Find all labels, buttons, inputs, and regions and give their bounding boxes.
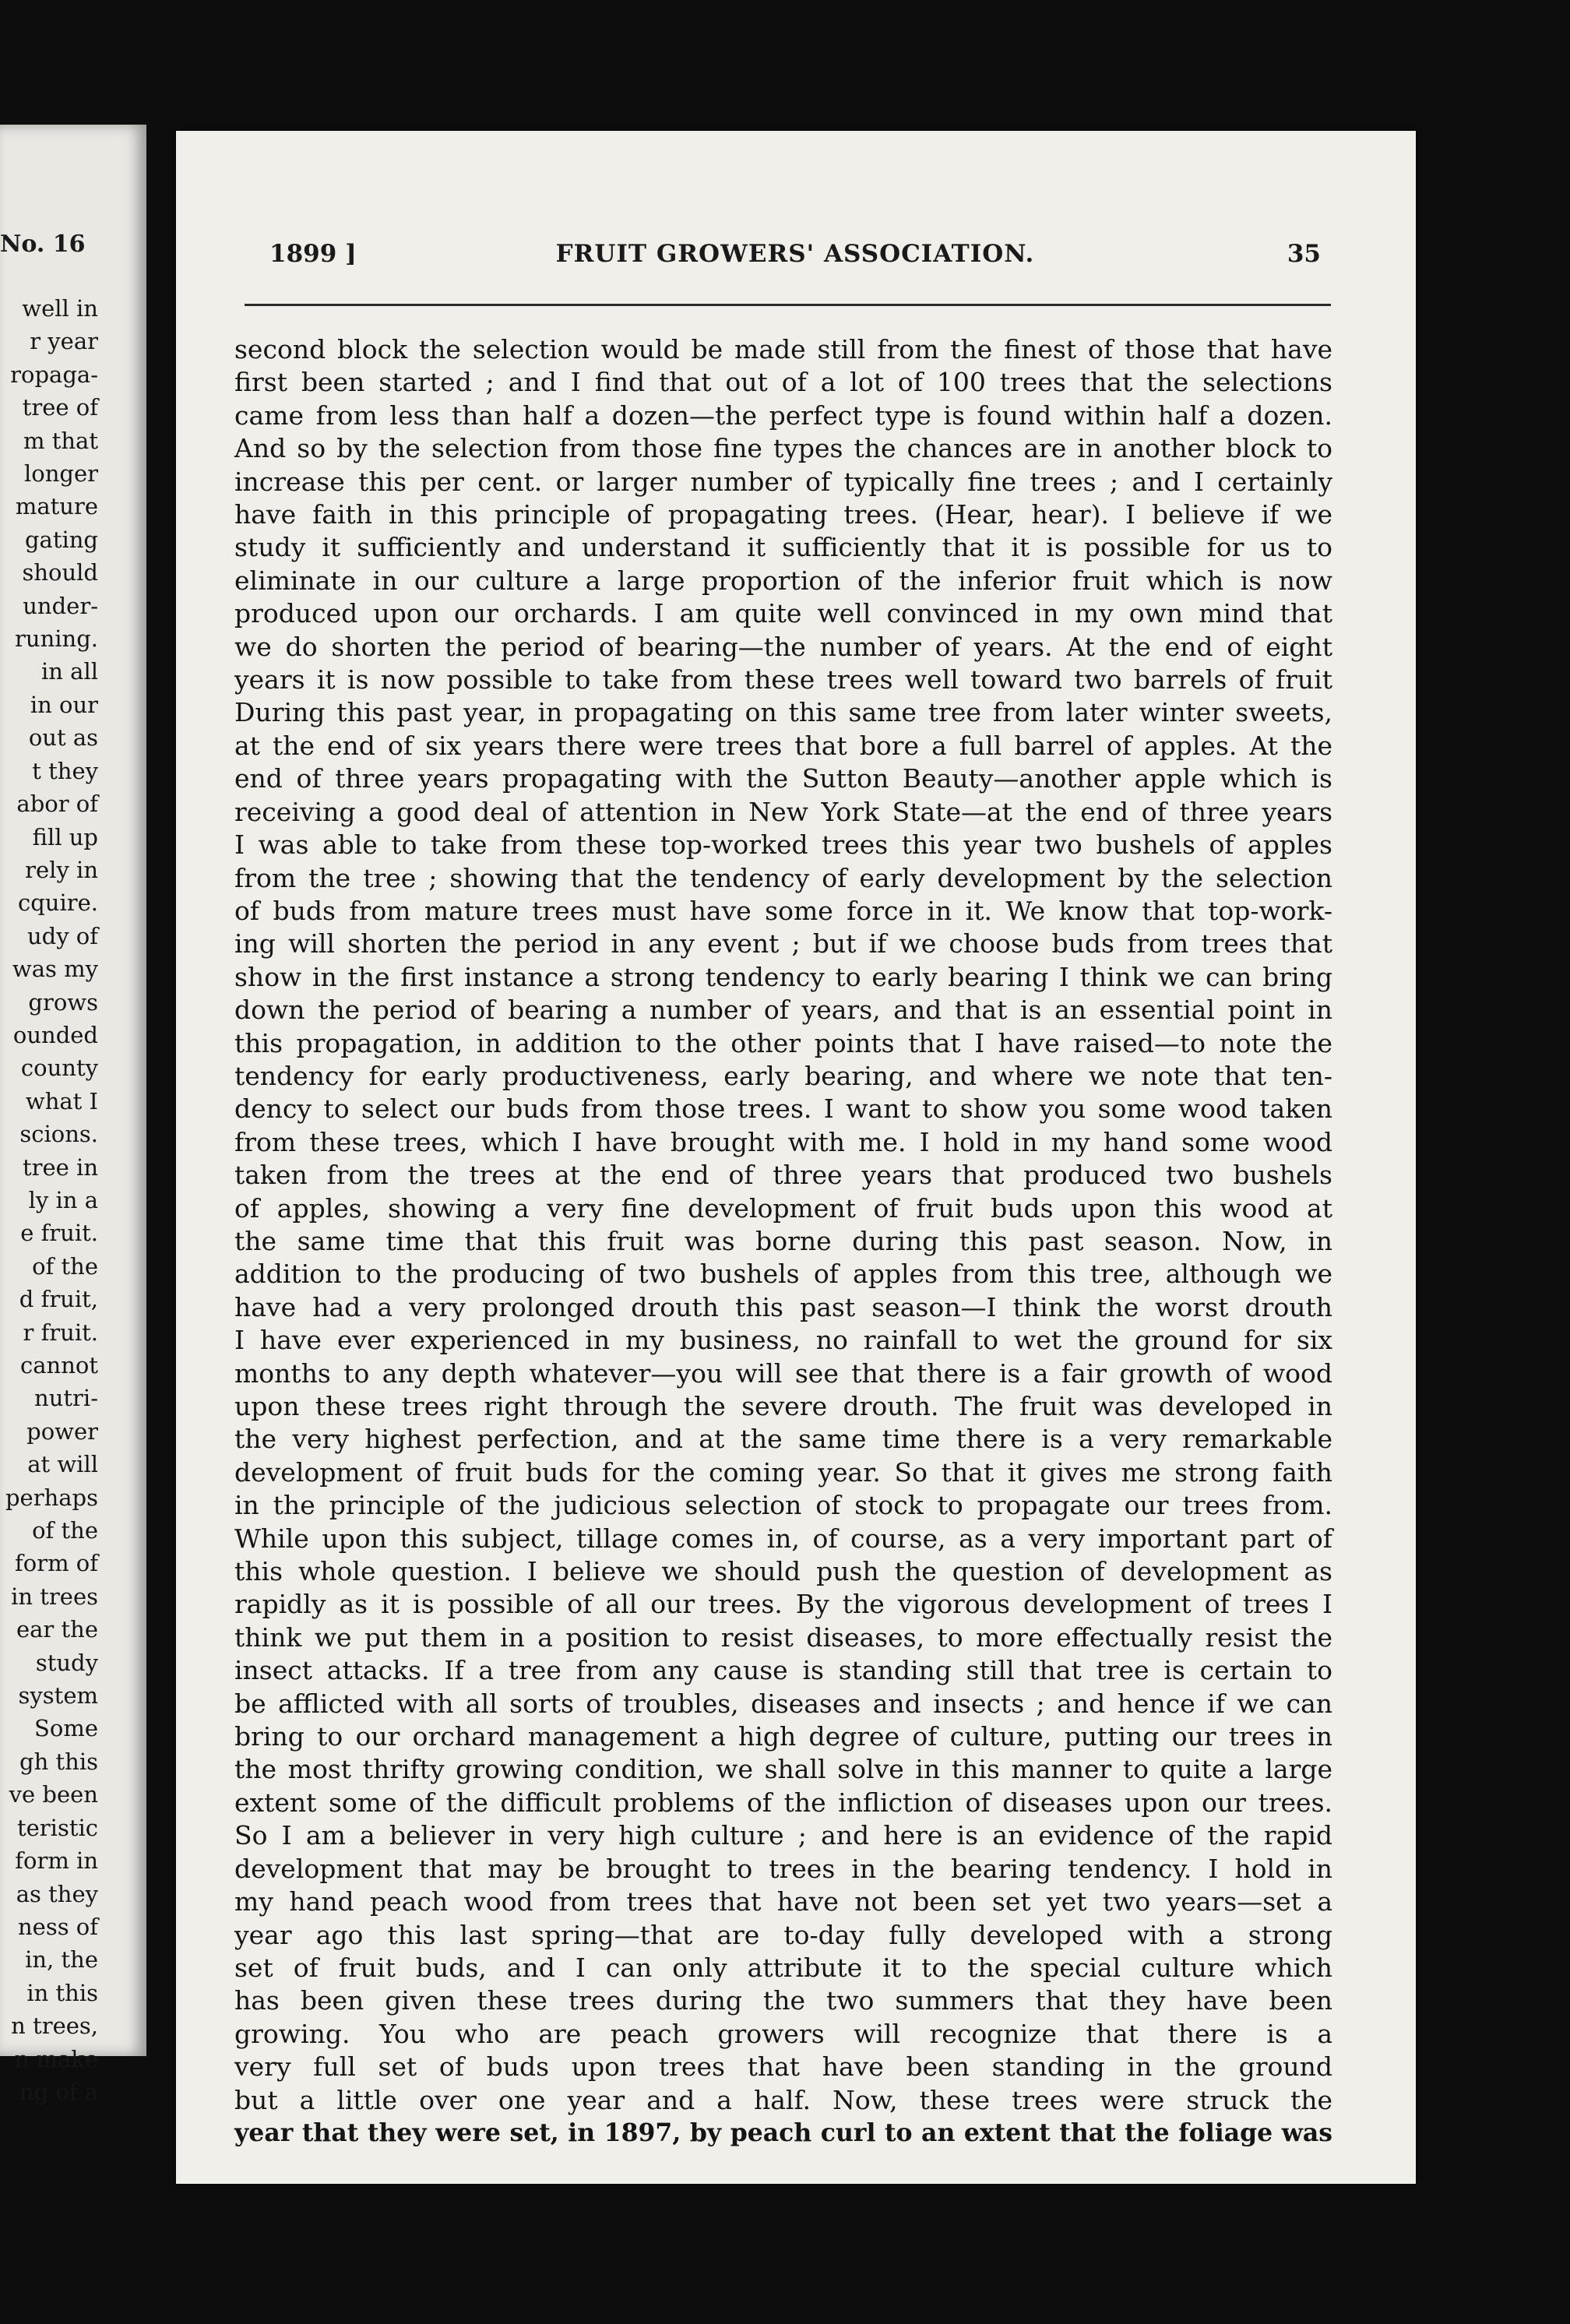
text-line: While upon this subject, tillage comes in, of course, as a very important part of bbox=[234, 1523, 1332, 1554]
text-line: this whole question. I believe we should push the question of development as bbox=[234, 1556, 1332, 1587]
text-line: we do shorten the period of bearing—the number of years. At the end of eight bbox=[234, 631, 1332, 662]
text-fragment: form of bbox=[15, 1550, 98, 1577]
text-fragment: rely in bbox=[25, 856, 98, 883]
text-fragment: scions. bbox=[19, 1121, 98, 1148]
text-line: receiving a good deal of attention in New York State—at the end of three years bbox=[234, 796, 1332, 827]
text-fragment: n trees, bbox=[11, 2012, 98, 2040]
text-line: has been given these trees during the two summers that they have been bbox=[234, 1985, 1332, 2016]
text-fragment: in, the bbox=[25, 1946, 98, 1974]
text-fragment: tree of bbox=[22, 394, 98, 421]
text-fragment: d fruit, bbox=[19, 1286, 98, 1313]
text-fragment: fill up bbox=[32, 823, 98, 850]
text-line: second block the selection would be made still from the finest of those that have bbox=[234, 334, 1332, 364]
text-fragment: cannot bbox=[20, 1352, 98, 1379]
text-line: of buds from mature trees must have some force in it. We know that top-work- bbox=[234, 895, 1332, 926]
text-fragment: power bbox=[26, 1417, 98, 1445]
text-fragment: ly in a bbox=[28, 1186, 98, 1213]
text-fragment: cquire. bbox=[17, 889, 98, 917]
text-fragment: abor of bbox=[16, 791, 98, 818]
book-page bbox=[176, 131, 1416, 2184]
text-fragment: n make bbox=[14, 2045, 98, 2072]
text-line: my hand peach wood from trees that have not been set yet two years—set a bbox=[234, 1886, 1332, 1917]
header-rule bbox=[245, 304, 1331, 306]
text-line: down the period of bearing a number of years, and that is an essential point in bbox=[234, 995, 1332, 1026]
text-fragment: in trees bbox=[11, 1583, 98, 1610]
text-line: study it sufficiently and understand it sufficiently that it is possible for us to bbox=[234, 532, 1332, 563]
text-line: in the principle of the judicious selection of stock to propagate our trees from. bbox=[234, 1490, 1332, 1521]
text-line: I have ever experienced in my business, no rainfall to wet the ground for six bbox=[234, 1325, 1332, 1356]
text-line: And so by the selection from those fine types the chances are in another block to bbox=[234, 433, 1332, 464]
text-line: So I am a believer in very high culture ; and here is an evidence of the rapid bbox=[234, 1820, 1332, 1851]
text-fragment: gating bbox=[24, 526, 98, 553]
text-fragment: system bbox=[18, 1682, 98, 1710]
previous-page-number: No. 16 bbox=[0, 231, 86, 258]
running-header bbox=[269, 240, 1321, 279]
text-fragment: under- bbox=[23, 592, 98, 619]
text-fragment: ve been bbox=[9, 1781, 98, 1808]
text-line: year ago this last spring—that are to-day fully developed with a strong bbox=[234, 1919, 1332, 1950]
text-line: set of fruit buds, and I can only attribute it to the special culture which bbox=[234, 1952, 1332, 1983]
text-line: rapidly as it is possible of all our trees. By the vigorous development of trees I bbox=[234, 1589, 1332, 1620]
text-line: taken from the trees at the end of three years that produced two bushels bbox=[234, 1160, 1332, 1191]
text-fragment: what I bbox=[25, 1087, 98, 1114]
text-line: bring to our orchard management a high degree of culture, putting our trees in bbox=[234, 1721, 1332, 1752]
text-line: development of fruit buds for the coming year. So that it gives me strong faith bbox=[234, 1456, 1332, 1488]
text-line: months to any depth whatever—you will see that there is a fair growth of wood bbox=[234, 1357, 1332, 1389]
text-fragment: e fruit. bbox=[20, 1220, 98, 1247]
text-fragment: grows bbox=[28, 988, 98, 1016]
text-line: from these trees, which I have brought with me. I hold in my hand some wood bbox=[234, 1126, 1332, 1157]
text-fragment: ropaga- bbox=[10, 361, 98, 388]
text-line: end of three years propagating with the Sutton Beauty—another apple which is bbox=[234, 763, 1332, 794]
text-fragment: as they bbox=[16, 1880, 98, 1907]
text-fragment: of the bbox=[32, 1252, 98, 1280]
text-fragment: udy of bbox=[26, 922, 98, 949]
text-line: dency to select our buds from those trees. I want to show you some wood taken bbox=[234, 1093, 1332, 1125]
text-line: produced upon our orchards. I am quite well convinced in my own mind that bbox=[234, 598, 1332, 629]
text-line: of apples, showing a very fine development of fruit buds upon this wood at bbox=[234, 1192, 1332, 1224]
text-line: extent some of the difficult problems of the infliction of diseases upon our trees. bbox=[234, 1787, 1332, 1818]
text-line: the most thrifty growing condition, we shall solve in this manner to quite a large bbox=[234, 1754, 1332, 1785]
text-line: year that they were set, in 1897, by peach curl to an extent that the foliage was bbox=[234, 2118, 1332, 2147]
text-line: have had a very prolonged drouth this past season—I think the worst drouth bbox=[234, 1291, 1332, 1322]
text-line: the very highest perfection, and at the same time there is a very remarkable bbox=[234, 1424, 1332, 1455]
text-fragment: of the bbox=[32, 1517, 98, 1544]
previous-page-text bbox=[5, 292, 98, 2108]
text-fragment: nutri- bbox=[34, 1385, 98, 1412]
header-year: 1899 ] bbox=[269, 240, 357, 268]
text-fragment: at will bbox=[27, 1451, 98, 1478]
text-line: During this past year, in propagating on this same tree from later winter sweets, bbox=[234, 697, 1332, 728]
text-fragment: ounded bbox=[12, 1021, 98, 1048]
text-line: from the tree ; showing that the tendency of early development by the selection bbox=[234, 862, 1332, 893]
text-line: at the end of six years there were trees that bore a full barrel of apples. At the bbox=[234, 730, 1332, 761]
text-line: but a little over one year and a half. Now, these trees were struck the bbox=[234, 2084, 1332, 2115]
text-fragment: perhaps bbox=[5, 1484, 98, 1511]
text-fragment: in our bbox=[30, 691, 98, 718]
text-fragment: ng of a bbox=[19, 2078, 98, 2105]
text-fragment: r fruit. bbox=[23, 1319, 98, 1346]
text-fragment: in all bbox=[40, 658, 98, 685]
text-line: be afflicted with all sorts of troubles, diseases and insects ; and hence if we can bbox=[234, 1688, 1332, 1719]
page-number: 35 bbox=[1287, 240, 1321, 268]
text-line: tendency for early productiveness, early bearing, and where we note that ten- bbox=[234, 1060, 1332, 1091]
text-fragment: ear the bbox=[16, 1616, 98, 1643]
text-line: ing will shorten the period in any event ; but if we choose buds from trees that bbox=[234, 928, 1332, 960]
text-line: first been started ; and I find that out of a lot of 100 trees that the selections bbox=[234, 367, 1332, 398]
text-line: very full set of buds upon trees that have been standing in the ground bbox=[234, 2051, 1332, 2083]
text-line: think we put them in a position to resist diseases, to more effectually resist the bbox=[234, 1622, 1332, 1653]
text-fragment: should bbox=[22, 559, 98, 586]
text-fragment: out as bbox=[28, 724, 98, 752]
text-fragment: r year bbox=[30, 328, 98, 355]
text-fragment: in this bbox=[26, 1979, 98, 2006]
header-title: FRUIT GROWERS' ASSOCIATION. bbox=[555, 240, 1035, 268]
text-fragment: teristic bbox=[16, 1814, 98, 1841]
text-fragment: was my bbox=[12, 956, 98, 983]
text-line: this propagation, in addition to the other points that I have raised—to note the bbox=[234, 1027, 1332, 1058]
body-text bbox=[234, 333, 1332, 2150]
text-fragment: well in bbox=[22, 295, 98, 322]
text-fragment: study bbox=[35, 1649, 98, 1676]
text-line: development that may be brought to trees in the bearing tendency. I hold in bbox=[234, 1853, 1332, 1884]
text-line: insect attacks. If a tree from any cause is standing still that tree is certain to bbox=[234, 1655, 1332, 1686]
text-line: came from less than half a dozen—the perfect type is found within half a dozen. bbox=[234, 400, 1332, 431]
text-line: the same time that this fruit was borne during this past season. Now, in bbox=[234, 1225, 1332, 1256]
text-fragment: tree in bbox=[22, 1153, 98, 1181]
text-fragment: ness of bbox=[17, 1913, 98, 1940]
text-line: growing. You who are peach growers will recognize that there is a bbox=[234, 2018, 1332, 2049]
text-line: eliminate in our culture a large proportion of the inferior fruit which is now bbox=[234, 565, 1332, 596]
text-fragment: t they bbox=[32, 757, 98, 784]
text-fragment: gh this bbox=[19, 1748, 98, 1775]
text-fragment: county bbox=[20, 1055, 98, 1082]
text-line: addition to the producing of two bushels of apples from this tree, although we bbox=[234, 1259, 1332, 1290]
text-fragment: mature bbox=[15, 493, 98, 520]
text-line: I was able to take from these top-worked trees this year two bushels of apples bbox=[234, 829, 1332, 861]
text-line: have faith in this principle of propagating trees. (Hear, hear). I believe if we bbox=[234, 499, 1332, 530]
text-fragment: runing. bbox=[15, 625, 98, 653]
text-fragment: longer bbox=[23, 460, 98, 488]
text-fragment: m that bbox=[23, 427, 98, 454]
text-line: upon these trees right through the severe drouth. The fruit was developed in bbox=[234, 1391, 1332, 1421]
text-fragment: Some bbox=[34, 1715, 98, 1742]
text-line: show in the first instance a strong tendency to early bearing I think we can bring bbox=[234, 961, 1332, 992]
text-line: years it is now possible to take from these trees well toward two barrels of fruit bbox=[234, 664, 1332, 695]
text-line: increase this per cent. or larger number of typically fine trees ; and I certainly bbox=[234, 466, 1332, 497]
text-fragment: form in bbox=[15, 1847, 98, 1875]
previous-page-edge bbox=[0, 125, 146, 2105]
